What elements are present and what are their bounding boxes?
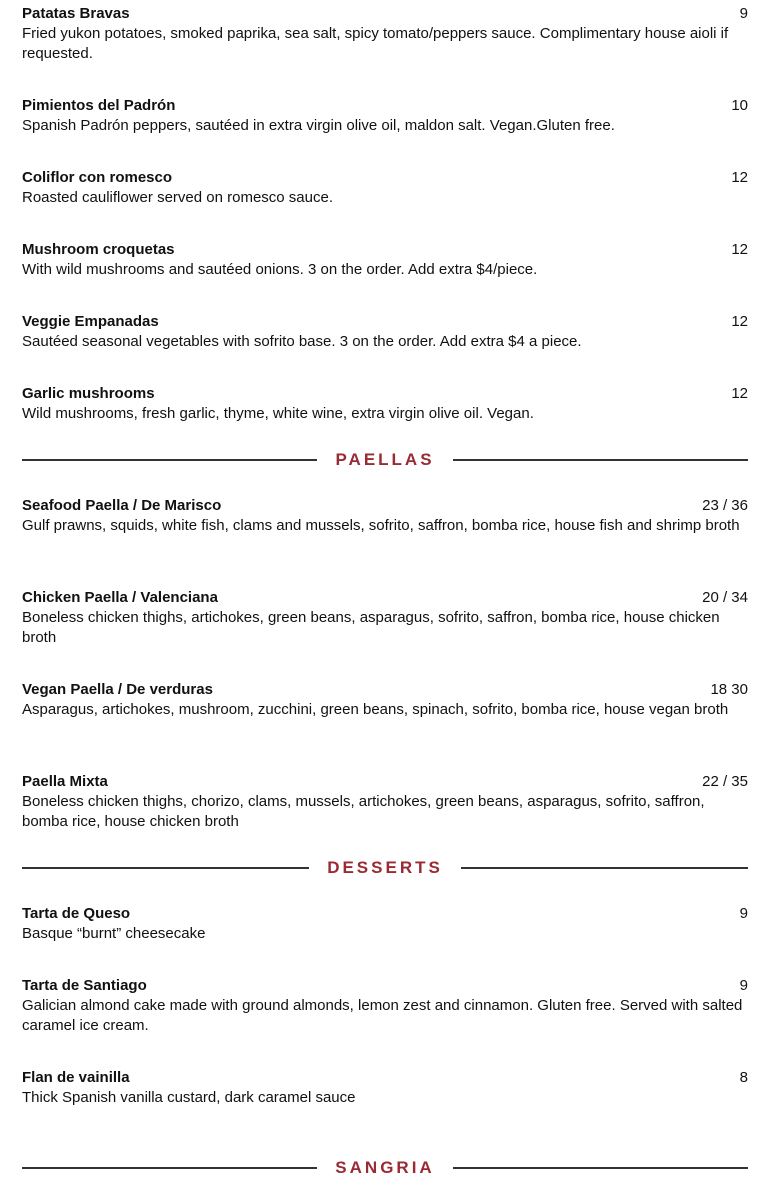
section-header-paellas [22, 448, 748, 472]
item-price: 12 [731, 385, 748, 402]
item-name: Chicken Paella / Valenciana [22, 589, 218, 606]
item-price: 23 / 36 [702, 497, 748, 514]
item-price: 12 [731, 169, 748, 186]
section-header-sangria [22, 1156, 748, 1180]
section-header-desserts [22, 856, 748, 880]
item-name: Coliflor con romesco [22, 169, 173, 186]
item-name: Veggie Empanadas [22, 313, 159, 330]
section-title: DESSERTS [327, 858, 443, 877]
menu-item [22, 168, 748, 208]
divider [22, 1167, 317, 1169]
item-price: 8 [739, 1069, 748, 1086]
item-description: Boneless chicken thighs, chorizo, clams, mussels, artichokes, green beans, asparagus, sofrito, saffron, bomba rice, house chicken broth [22, 793, 705, 830]
item-price: 12 [731, 313, 748, 330]
divider [22, 459, 317, 461]
item-description: Gulf prawns, squids, white fish, clams and mussels, sofrito, saffron, bomba rice, house fish and shrimp broth [22, 517, 740, 534]
divider [453, 1167, 748, 1169]
item-description: Spanish Padrón peppers, sautéed in extra virgin olive oil, maldon salt. Vegan.Gluten free. [22, 117, 615, 134]
item-price: 18 30 [710, 681, 748, 698]
divider [22, 867, 309, 869]
menu-item [22, 680, 748, 720]
section-title: SANGRIA [335, 1158, 435, 1177]
item-description: Roasted cauliflower served on romesco sauce. [22, 189, 333, 206]
item-price: 9 [739, 5, 748, 22]
menu-item [22, 4, 748, 64]
item-description: Thick Spanish vanilla custard, dark caramel sauce [22, 1089, 356, 1106]
menu-item [22, 588, 748, 648]
item-description: With wild mushrooms and sautéed onions. 3 on the order. Add extra $4/piece. [22, 261, 538, 278]
item-name: Flan de vainilla [22, 1069, 130, 1086]
divider [461, 867, 748, 869]
item-description: Wild mushrooms, fresh garlic, thyme, white wine, extra virgin olive oil. Vegan. [22, 405, 534, 422]
item-description: Boneless chicken thighs, artichokes, green beans, asparagus, sofrito, saffron, bomba rice, house chicken broth [22, 609, 720, 646]
item-name: Tarta de Queso [22, 905, 131, 922]
menu-item [22, 496, 748, 536]
item-price: 20 / 34 [702, 589, 748, 606]
menu-item [22, 96, 748, 136]
item-description: Sautéed seasonal vegetables with sofrito base. 3 on the order. Add extra $4 a piece. [22, 333, 582, 350]
divider [453, 459, 748, 461]
item-price: 10 [731, 97, 748, 114]
item-name: Pimientos del Padrón [22, 97, 176, 114]
item-price: 12 [731, 241, 748, 258]
item-name: Seafood Paella / De Marisco [22, 497, 222, 514]
item-price: 22 / 35 [702, 773, 748, 790]
menu-item [22, 976, 748, 1036]
item-description: Asparagus, artichokes, mushroom, zucchini, green beans, spinach, sofrito, bomba rice, house vegan broth [22, 701, 729, 718]
item-description: Basque “burnt” cheesecake [22, 925, 206, 942]
menu-item [22, 384, 748, 424]
item-name: Garlic mushrooms [22, 385, 155, 402]
item-description: Galician almond cake made with ground almonds, lemon zest and cinnamon. Gluten free. Served with salted caramel ice cream. [22, 997, 743, 1034]
section-title: PAELLAS [335, 450, 435, 469]
item-name: Vegan Paella / De verduras [22, 681, 213, 698]
item-name: Mushroom croquetas [22, 241, 175, 258]
item-description: Fried yukon potatoes, smoked paprika, sea salt, spicy tomato/peppers sauce. Complimentary house aioli if requested. [22, 25, 729, 62]
menu-item [22, 312, 748, 352]
item-name: Tarta de Santiago [22, 977, 147, 994]
item-name: Patatas Bravas [22, 5, 130, 22]
item-price: 9 [739, 905, 748, 922]
menu-item [22, 772, 748, 832]
menu-item [22, 240, 748, 280]
menu-item [22, 904, 748, 944]
item-price: 9 [739, 977, 748, 994]
item-name: Paella Mixta [22, 773, 108, 790]
menu-item [22, 1068, 748, 1108]
